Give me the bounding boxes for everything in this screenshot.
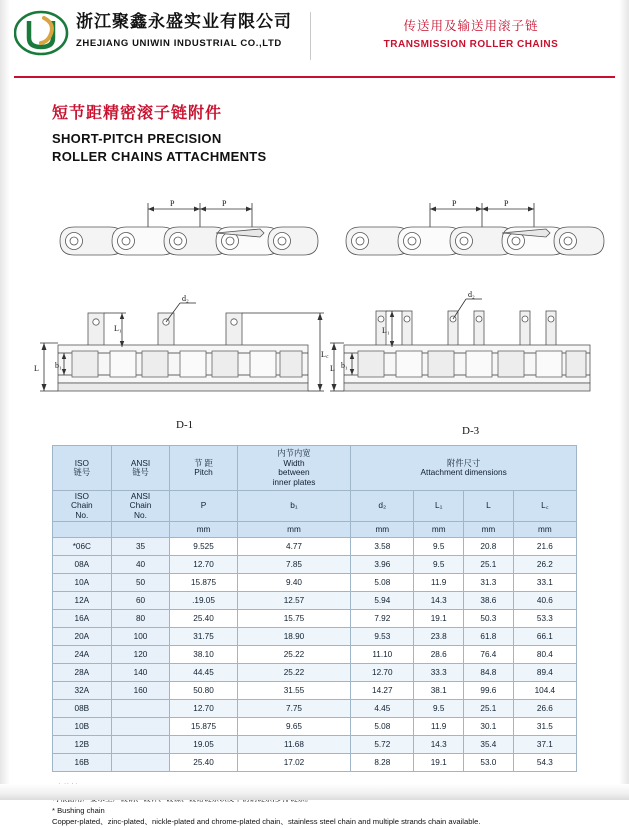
cell-l: 30.1 [464, 718, 514, 736]
cell-iso: 10A [53, 574, 112, 592]
svg-text:d₂: d₂ [468, 290, 475, 300]
figure-d3-caption: D-3 [462, 425, 480, 438]
th-iso-en [53, 491, 112, 522]
cell-lc: 40.6 [513, 592, 576, 610]
cell-lc: 89.4 [513, 664, 576, 682]
section-title-en [52, 130, 629, 165]
th-iso-en3: No. [75, 509, 89, 520]
th-ansi-cn-l2: 链号 [132, 467, 149, 478]
cell-d2: 8.28 [351, 754, 414, 772]
company-name-block [76, 6, 292, 50]
cell-b1: 11.68 [237, 736, 351, 754]
cell-l1: 9.5 [414, 556, 464, 574]
cell-iso: 16B [53, 754, 112, 772]
cell-ansi: 140 [111, 664, 170, 682]
th-unit-l1: mm [414, 522, 464, 538]
cell-b1: 4.77 [237, 538, 351, 556]
section-title-block [52, 100, 629, 165]
cell-lc: 26.6 [513, 700, 576, 718]
cell-l1: 19.1 [414, 754, 464, 772]
svg-text:b₁: b₁ [55, 361, 62, 371]
spec-table [52, 445, 577, 772]
page-header [0, 0, 629, 72]
cell-l1: 11.9 [414, 718, 464, 736]
table-row [53, 628, 577, 646]
cell-l1: 38.1 [414, 682, 464, 700]
table-header-row-units [53, 522, 577, 538]
cell-b1: 25.22 [237, 646, 351, 664]
th-attachment-group [351, 446, 577, 491]
cell-iso: 24A [53, 646, 112, 664]
cell-l: 35.4 [464, 736, 514, 754]
cell-ansi: 50 [111, 574, 170, 592]
company-name-cn: 浙江聚鑫永盛实业有限公司 [76, 12, 292, 32]
th-attachment-en: Attachment dimensions [420, 467, 507, 478]
svg-text:L₁: L₁ [382, 326, 390, 336]
cell-b1: 18.90 [237, 628, 351, 646]
th-pitch-cn: 节 距 [194, 457, 213, 468]
table-row [53, 700, 577, 718]
cell-lc: 37.1 [513, 736, 576, 754]
figure-area [0, 179, 629, 439]
cell-ansi [111, 736, 170, 754]
cell-b1: 9.65 [237, 718, 351, 736]
cell-d2: 5.08 [351, 718, 414, 736]
section-title-cn: 短节距精密滚子链附件 [52, 103, 223, 122]
cell-iso: 32A [53, 682, 112, 700]
cell-lc: 33.1 [513, 574, 576, 592]
svg-text:P: P [222, 199, 227, 209]
cell-ansi [111, 718, 170, 736]
cell-d2: 4.45 [351, 700, 414, 718]
section-title-en-line2: ROLLER CHAINS ATTACHMENTS [52, 148, 267, 164]
cell-iso: 12A [53, 592, 112, 610]
cell-p: 15.875 [170, 574, 237, 592]
product-line-cn: 传送用及输送用滚子链 [403, 18, 539, 33]
table-header-row-1 [53, 446, 577, 491]
table-row [53, 664, 577, 682]
cell-l: 31.3 [464, 574, 514, 592]
cell-d2: 14.27 [351, 682, 414, 700]
cell-b1: 12.57 [237, 592, 351, 610]
cell-b1: 17.02 [237, 754, 351, 772]
th-iso-cn-l2: 链号 [73, 467, 91, 478]
cell-l1: 9.5 [414, 700, 464, 718]
footnote-en-line2: Copper-plated、zinc-plated、nickle-plated and chrome-plated chain、stainless steel chain and multiple strands chain available. [52, 817, 481, 827]
cell-l1: 33.3 [414, 664, 464, 682]
section-title-en-line1: SHORT-PITCH PRECISION [52, 131, 222, 146]
cell-l: 50.3 [464, 610, 514, 628]
svg-text:d₂: d₂ [182, 294, 189, 304]
cell-p: 44.45 [170, 664, 237, 682]
table-row [53, 718, 577, 736]
th-unit-iso [53, 522, 112, 538]
cell-ansi [111, 754, 170, 772]
page-bottom-shadow [0, 784, 629, 800]
cell-ansi: 120 [111, 646, 170, 664]
cell-lc: 80.4 [513, 646, 576, 664]
table-row [53, 736, 577, 754]
table-header-row-2 [53, 491, 577, 522]
cell-p: .19.05 [170, 592, 237, 610]
cell-iso: 10B [53, 718, 112, 736]
cell-lc: 26.2 [513, 556, 576, 574]
cell-l1: 28.6 [414, 646, 464, 664]
cell-b1: 25.22 [237, 664, 351, 682]
cell-l: 84.8 [464, 664, 514, 682]
cell-p: 12.70 [170, 556, 237, 574]
cell-l: 76.4 [464, 646, 514, 664]
cell-p: 25.40 [170, 754, 237, 772]
cell-d2: 11.10 [351, 646, 414, 664]
cell-lc: 31.5 [513, 718, 576, 736]
table-row [53, 682, 577, 700]
cell-ansi: 160 [111, 682, 170, 700]
cell-iso: *06C [53, 538, 112, 556]
cell-b1: 15.75 [237, 610, 351, 628]
cell-iso: 08B [53, 700, 112, 718]
cell-l1: 11.9 [414, 574, 464, 592]
table-row [53, 646, 577, 664]
product-line-en: TRANSMISSION ROLLER CHAINS [383, 39, 559, 50]
cell-d2: 12.70 [351, 664, 414, 682]
product-line-block [327, 6, 615, 50]
svg-text:P: P [170, 199, 175, 209]
cell-d2: 5.94 [351, 592, 414, 610]
cell-l: 61.8 [464, 628, 514, 646]
th-sym-lc: L꜀ [513, 491, 576, 522]
cell-l1: 9.5 [414, 538, 464, 556]
cell-p: 31.75 [170, 628, 237, 646]
cell-p: 12.70 [170, 700, 237, 718]
th-iso-cn-l1: ISO [74, 457, 89, 468]
cell-p: 50.80 [170, 682, 237, 700]
cell-l: 38.6 [464, 592, 514, 610]
svg-text:b₁: b₁ [341, 361, 348, 371]
svg-text:P: P [504, 199, 509, 209]
th-ansi-en3: No. [134, 509, 147, 520]
th-width-en3: inner plates [272, 476, 316, 487]
th-iso-cn [53, 446, 112, 491]
header-divider [310, 12, 311, 60]
cell-b1: 7.75 [237, 700, 351, 718]
th-sym-p: P [170, 491, 237, 522]
cell-lc: 54.3 [513, 754, 576, 772]
cell-d2: 5.08 [351, 574, 414, 592]
th-unit-p: mm [170, 522, 237, 538]
cell-ansi: 100 [111, 628, 170, 646]
cell-iso: 08A [53, 556, 112, 574]
svg-text:L: L [330, 364, 335, 374]
th-ansi-cn [111, 446, 170, 491]
cell-p: 25.40 [170, 610, 237, 628]
table-row [53, 610, 577, 628]
th-iso-en1: ISO [74, 490, 89, 501]
cell-l: 25.1 [464, 556, 514, 574]
cell-b1: 9.40 [237, 574, 351, 592]
cell-p: 19.05 [170, 736, 237, 754]
cell-l1: 19.1 [414, 610, 464, 628]
svg-text:P: P [452, 199, 457, 209]
th-iso-en2: Chain [70, 500, 93, 511]
cell-b1: 7.85 [237, 556, 351, 574]
th-width-en2: between [278, 467, 310, 478]
cell-p: 38.10 [170, 646, 237, 664]
th-unit-lc: mm [513, 522, 576, 538]
cell-l: 99.6 [464, 682, 514, 700]
table-row [53, 538, 577, 556]
th-ansi-en2: Chain [129, 500, 152, 511]
figure-d1-drawing [30, 185, 330, 435]
cell-d2: 3.58 [351, 538, 414, 556]
th-ansi-en [111, 491, 170, 522]
svg-text:L₁: L₁ [114, 324, 122, 334]
cell-ansi: 40 [111, 556, 170, 574]
cell-d2: 3.96 [351, 556, 414, 574]
th-attachment-cn: 附件尺寸 [447, 457, 481, 468]
cell-l: 25.1 [464, 700, 514, 718]
cell-l: 20.8 [464, 538, 514, 556]
th-width-cn: 内节内宽 [277, 448, 311, 459]
cell-ansi: 60 [111, 592, 170, 610]
th-ansi-cn-l1: ANSI [130, 457, 151, 468]
company-logo [14, 8, 70, 60]
company-name-en: ZHEJIANG UNIWIN INDUSTRIAL CO.,LTD [76, 38, 282, 50]
th-sym-l1: L₁ [414, 491, 464, 522]
th-sym-d2: d₂ [351, 491, 414, 522]
cell-p: 9.525 [170, 538, 237, 556]
th-width-en1: Width [283, 457, 305, 468]
table-row [53, 754, 577, 772]
figure-d3-drawing [330, 185, 620, 438]
th-pitch [170, 446, 237, 491]
figure-d1-caption: D-1 [176, 419, 194, 432]
cell-lc: 66.1 [513, 628, 576, 646]
cell-lc: 53.3 [513, 610, 576, 628]
cell-iso: 16A [53, 610, 112, 628]
cell-l1: 14.3 [414, 592, 464, 610]
cell-iso: 20A [53, 628, 112, 646]
cell-ansi [111, 700, 170, 718]
cell-ansi: 35 [111, 538, 170, 556]
svg-text:L꜀: L꜀ [321, 350, 329, 360]
th-unit-d2: mm [351, 522, 414, 538]
cell-l: 53.0 [464, 754, 514, 772]
cell-lc: 104.4 [513, 682, 576, 700]
cell-iso: 12B [53, 736, 112, 754]
cell-lc: 21.6 [513, 538, 576, 556]
th-unit-l: mm [464, 522, 514, 538]
table-row [53, 592, 577, 610]
th-ansi-en1: ANSI [130, 490, 151, 501]
footnote-en-line1: * Bushing chain [52, 805, 105, 815]
table-row [53, 556, 577, 574]
svg-text:L: L [34, 364, 39, 374]
th-unit-ansi [111, 522, 170, 538]
th-sym-b1: b₁ [237, 491, 351, 522]
cell-d2: 7.92 [351, 610, 414, 628]
cell-iso: 28A [53, 664, 112, 682]
cell-l1: 14.3 [414, 736, 464, 754]
cell-d2: 5.72 [351, 736, 414, 754]
spec-table-wrap [52, 445, 577, 772]
cell-ansi: 80 [111, 610, 170, 628]
th-width [237, 446, 351, 491]
cell-p: 15.875 [170, 718, 237, 736]
th-sym-l: L [464, 491, 514, 522]
cell-l1: 23.8 [414, 628, 464, 646]
cell-d2: 9.53 [351, 628, 414, 646]
table-row [53, 574, 577, 592]
th-pitch-en: Pitch [194, 467, 213, 478]
th-unit-b1: mm [237, 522, 351, 538]
spec-table-body [53, 538, 577, 772]
cell-b1: 31.55 [237, 682, 351, 700]
header-rule [14, 76, 615, 78]
